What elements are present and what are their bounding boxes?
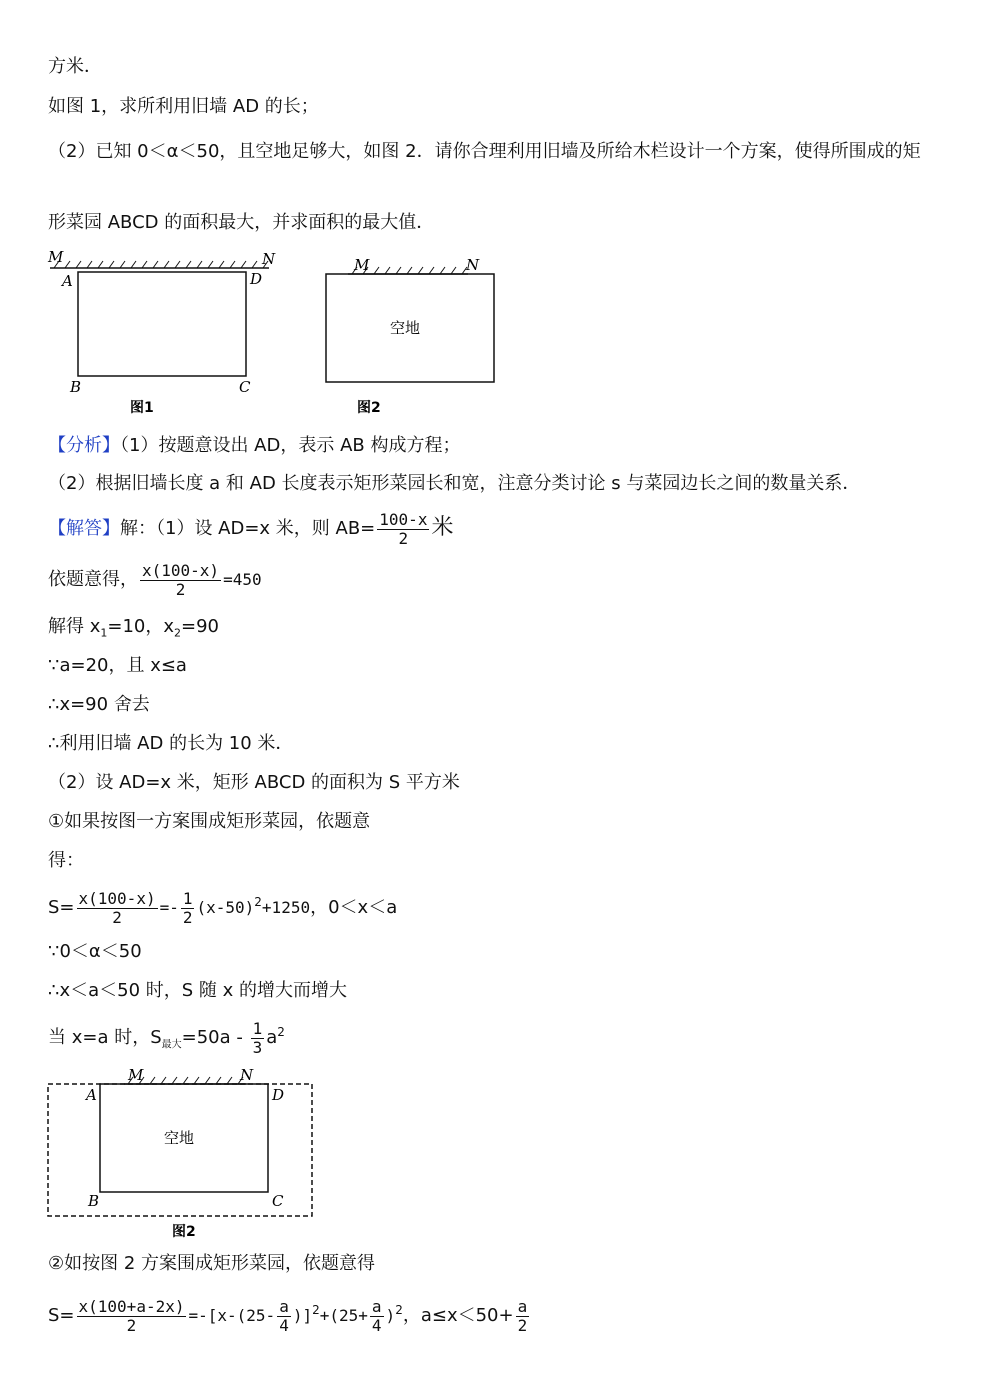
fraction: $\frac{a}{4}$ xyxy=(371,1296,382,1335)
because-line: ∵a=20，且 x≤a xyxy=(48,655,187,676)
empty-land-label: 空地 xyxy=(390,319,421,337)
wall-hatch-mark xyxy=(76,261,81,268)
equation-rhs: =450 xyxy=(223,570,262,589)
question-1: 如图 1，求所利用旧墙 AD 的长； xyxy=(48,96,319,117)
analysis-text: （1）按题意设出 AD，表示 AB 构成方程； xyxy=(120,435,461,456)
label-m: M xyxy=(354,256,370,274)
analysis-line-1 xyxy=(48,434,460,458)
case-1-line: ①如果按图一方案围成矩形菜园，依题意 xyxy=(48,811,371,832)
wall-hatch-mark xyxy=(142,261,147,268)
fraction: $\frac{1}{2}$ xyxy=(182,888,193,927)
analysis-line-2: （2）根据旧墙长度 a 和 AD 长度表示矩形菜园长和宽，注意分类讨论 s 与菜园边长之间的数量关系． xyxy=(48,473,861,494)
wall-hatch-mark xyxy=(98,261,103,268)
wall-hatch-mark xyxy=(197,261,202,268)
therefore-line: ∴x＜a＜50 时，S 随 x 的增大而增大 xyxy=(48,980,348,1001)
wall-hatch-mark xyxy=(241,261,246,268)
label-d: D xyxy=(250,270,263,288)
wall-hatch-mark xyxy=(252,261,257,268)
wall-hatch-mark xyxy=(407,267,412,274)
fraction: $\frac{x(100+a-2x)}{2}$ xyxy=(78,1296,185,1335)
fraction: $\frac{1}{3}$ xyxy=(252,1018,263,1057)
wall-hatch-mark xyxy=(65,261,70,268)
answer-text: 解：（1）设 AD=x 米，则 AB= xyxy=(120,518,376,539)
wall-hatch-mark xyxy=(451,267,456,274)
label-b: B xyxy=(88,1192,100,1210)
label-m: M xyxy=(128,1066,144,1084)
label-c: C xyxy=(272,1192,284,1210)
label-b: B xyxy=(70,378,82,396)
label-n: N xyxy=(466,256,480,274)
solution-line: 解得 $x_1=10$，$x_2=90$ xyxy=(48,616,220,640)
wall-hatch-mark xyxy=(205,1077,210,1084)
case-2-line: ②如按图 2 方案围成矩形菜园，依题意得 xyxy=(48,1253,376,1274)
wall-hatch-mark xyxy=(208,261,213,268)
figure-2 xyxy=(320,252,510,418)
wall-hatch-mark xyxy=(219,261,224,268)
therefore-line: ∴x=90 舍去 xyxy=(48,694,150,715)
fraction: $\frac{a}{2}$ xyxy=(517,1296,528,1335)
case-1-line-cont: 得： xyxy=(48,850,84,871)
empty-land-label: 空地 xyxy=(164,1129,195,1147)
wall-hatch-mark xyxy=(194,1077,199,1084)
wall-hatch-mark xyxy=(172,1077,177,1084)
answer-line-1 xyxy=(48,508,453,549)
wall-hatch-mark xyxy=(429,267,434,274)
wall-hatch-mark xyxy=(109,261,114,268)
question-2: （2）已知 0＜α＜50，且空地足够大，如图 2．请你合理利用旧墙及所给木栏设计一个方案，使得所围成的矩 xyxy=(48,141,921,162)
label-a: A xyxy=(86,1086,97,1104)
equation-s2: S= $\frac{x(100+a-2x)}{2}$ =-[x-(25- $\frac{a}{4}$ )]$^2$+(25+ $\frac{a}{4}$ )$^2$，a≤x＜50+ $\frac{a}{2}$ xyxy=(48,1296,528,1335)
wall-hatch-mark xyxy=(153,261,158,268)
fraction: $\frac{100-x}{2}$ xyxy=(379,509,428,548)
fraction: $\frac{x(100-x)}{2}$ xyxy=(142,560,220,599)
analysis-tag: 【分析】 xyxy=(48,435,120,456)
wall-hatch-mark xyxy=(161,1077,166,1084)
unit: 米 xyxy=(431,515,454,540)
answer-tag: 【解答】 xyxy=(48,518,120,539)
therefore-line: ∴利用旧墙 AD 的长为 10 米． xyxy=(48,733,294,754)
wall-hatch-mark xyxy=(374,267,379,274)
wall-hatch-mark xyxy=(175,261,180,268)
wall-hatch-mark xyxy=(418,267,423,274)
part-2-line: （2）设 AD=x 米，矩形 ABCD 的面积为 S 平方米 xyxy=(48,772,460,793)
label-c: C xyxy=(239,378,251,396)
label-m: M xyxy=(48,248,64,266)
wall-hatch-mark xyxy=(216,1077,221,1084)
figure-caption: 图1 xyxy=(130,400,154,416)
label-n: N xyxy=(262,250,276,268)
label-d: D xyxy=(272,1086,285,1104)
question-2-cont: 形菜园 ABCD 的面积最大，并求面积的最大值． xyxy=(48,212,435,233)
wall-hatch-mark xyxy=(183,1077,188,1084)
text-line: 方米． xyxy=(48,56,102,77)
equation-s1: S= $\frac{x(100-x)}{2}$ =- $\frac{1}{2}$ $(x-50)^2+1250$，0＜x＜a xyxy=(48,888,398,927)
wall-hatch-mark xyxy=(230,261,235,268)
label-n: N xyxy=(240,1066,254,1084)
wall-hatch-mark xyxy=(396,267,401,274)
figure-3 xyxy=(44,1064,319,1242)
wall-hatch-mark xyxy=(150,1077,155,1084)
wall-hatch-mark xyxy=(120,261,125,268)
wall-hatch-mark xyxy=(385,267,390,274)
wall-hatch-mark xyxy=(87,261,92,268)
figure-caption: 图2 xyxy=(357,400,381,416)
max-line: 当 x=a 时，$S_{最大}=50a$ - $\frac{1}{3}$ $a^2$ xyxy=(48,1018,285,1057)
equation-1 xyxy=(48,560,262,600)
equation-prefix: 依题意得， xyxy=(48,569,138,590)
wall-hatch-mark xyxy=(131,261,136,268)
label-a: A xyxy=(62,272,73,290)
wall-hatch-mark xyxy=(227,1077,232,1084)
fraction: $\frac{x(100-x)}{2}$ xyxy=(78,888,156,927)
wall-hatch-mark xyxy=(164,261,169,268)
figure-1 xyxy=(44,248,284,418)
wall-hatch-mark xyxy=(186,261,191,268)
figure-caption: 图2 xyxy=(172,1224,196,1240)
because-line: ∵0＜α＜50 xyxy=(48,941,142,962)
wall-hatch-mark xyxy=(440,267,445,274)
fraction: $\frac{a}{4}$ xyxy=(279,1296,289,1335)
